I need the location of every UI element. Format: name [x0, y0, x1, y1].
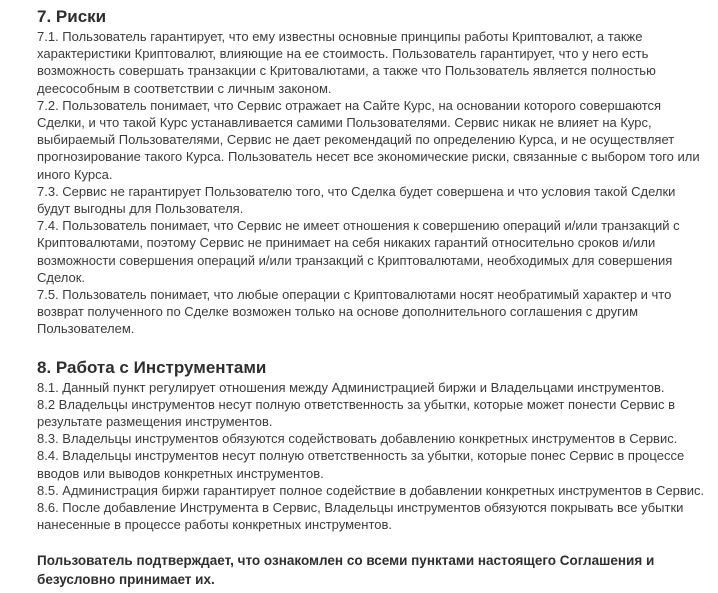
- clause-8-4: 8.4. Владельцы инструментов несут полную ответственность за убытки, которые понес Сервис в процессе вводов или выводов конкретных инструментов.: [37, 448, 685, 481]
- clause-8-5: 8.5. Администрация биржи гарантирует полное содействие в добавлении конкретных инструментов в Сервис.: [37, 482, 705, 498]
- section-instruments: [37, 357, 708, 534]
- clause-7-3: 7.3. Сервис не гарантирует Пользователю того, что Сделка будет совершена и что условия такой Сделки будут выгодны для Пользователя.: [37, 183, 676, 217]
- clause-7-4: 7.4. Пользователь понимает, что Сервис не имеет отношения к совершению операций и/или транзакций с Криптовалютами, поэтому Сервис не принимает на себя никаких гарантий относительно сроков и/или возможности совершения операций и/или транзакций с Криптовалютами, необходимых для совершения Сделок.: [37, 218, 680, 285]
- section-risks: [37, 6, 708, 338]
- clause-7-5: 7.5. Пользователь понимает, что любые операции с Криптовалютами носят необратимый характер и что возврат полученного по Сделке возможен только на основе дополнительного соглашения с другим Пользователем.: [37, 287, 672, 337]
- clause-8-3: 8.3. Владельцы инструментов обязуются содействовать добавлению конкретных инструментов в Сервис.: [37, 431, 678, 447]
- clause-8-6: 8.6. После добавление Инструмента в Сервис, Владельцы инструментов обязуются покрывать все убытки нанесенные в процессе работы конкретных инструментов.: [37, 500, 684, 533]
- clause-7-1: 7.1. Пользователь гарантирует, что ему известны основные принципы работы Криптовалют, а также характеристики Криптовалют, влияющие на ее стоимость. Пользователь гарантирует, что у него есть возможность совершать транзакции с Критовалютами, а также что Пользователь является полностью деесособным в соответствии с личным законом.: [37, 29, 656, 96]
- clause-8-2: 8.2 Владельцы инструментов несут полную ответственность за убытки, которые может понести Сервис в результате размещения инструментов.: [37, 396, 675, 430]
- agreement-confirmation: Пользователь подтверждает, что ознакомлен со всеми пунктами настоящего Соглашения и безусловно принимает их.: [37, 553, 655, 588]
- section-title: 7. Риски: [37, 7, 107, 26]
- section-title: 8. Работа с Инструментами: [37, 357, 267, 377]
- clause-8-1: 8.1. Данный пункт регулирует отношения между Администрацией биржи и Владельцами инструментов.: [37, 379, 665, 395]
- clause-7-2: 7.2. Пользователь понимает, что Сервис отражает на Сайте Курс, на основании которого совершаются Сделки, и что такой Курс устанавливается самими Пользователями. Сервис никак не влияет на Курс, выбираемый Пользователями, Сервис не дает рекомендаций по определению Курса, и не осуществляет прогнозирование такого Курса. Пользователь несет все экономические риски, связанные с выбором того или иного Курса.: [37, 97, 700, 182]
